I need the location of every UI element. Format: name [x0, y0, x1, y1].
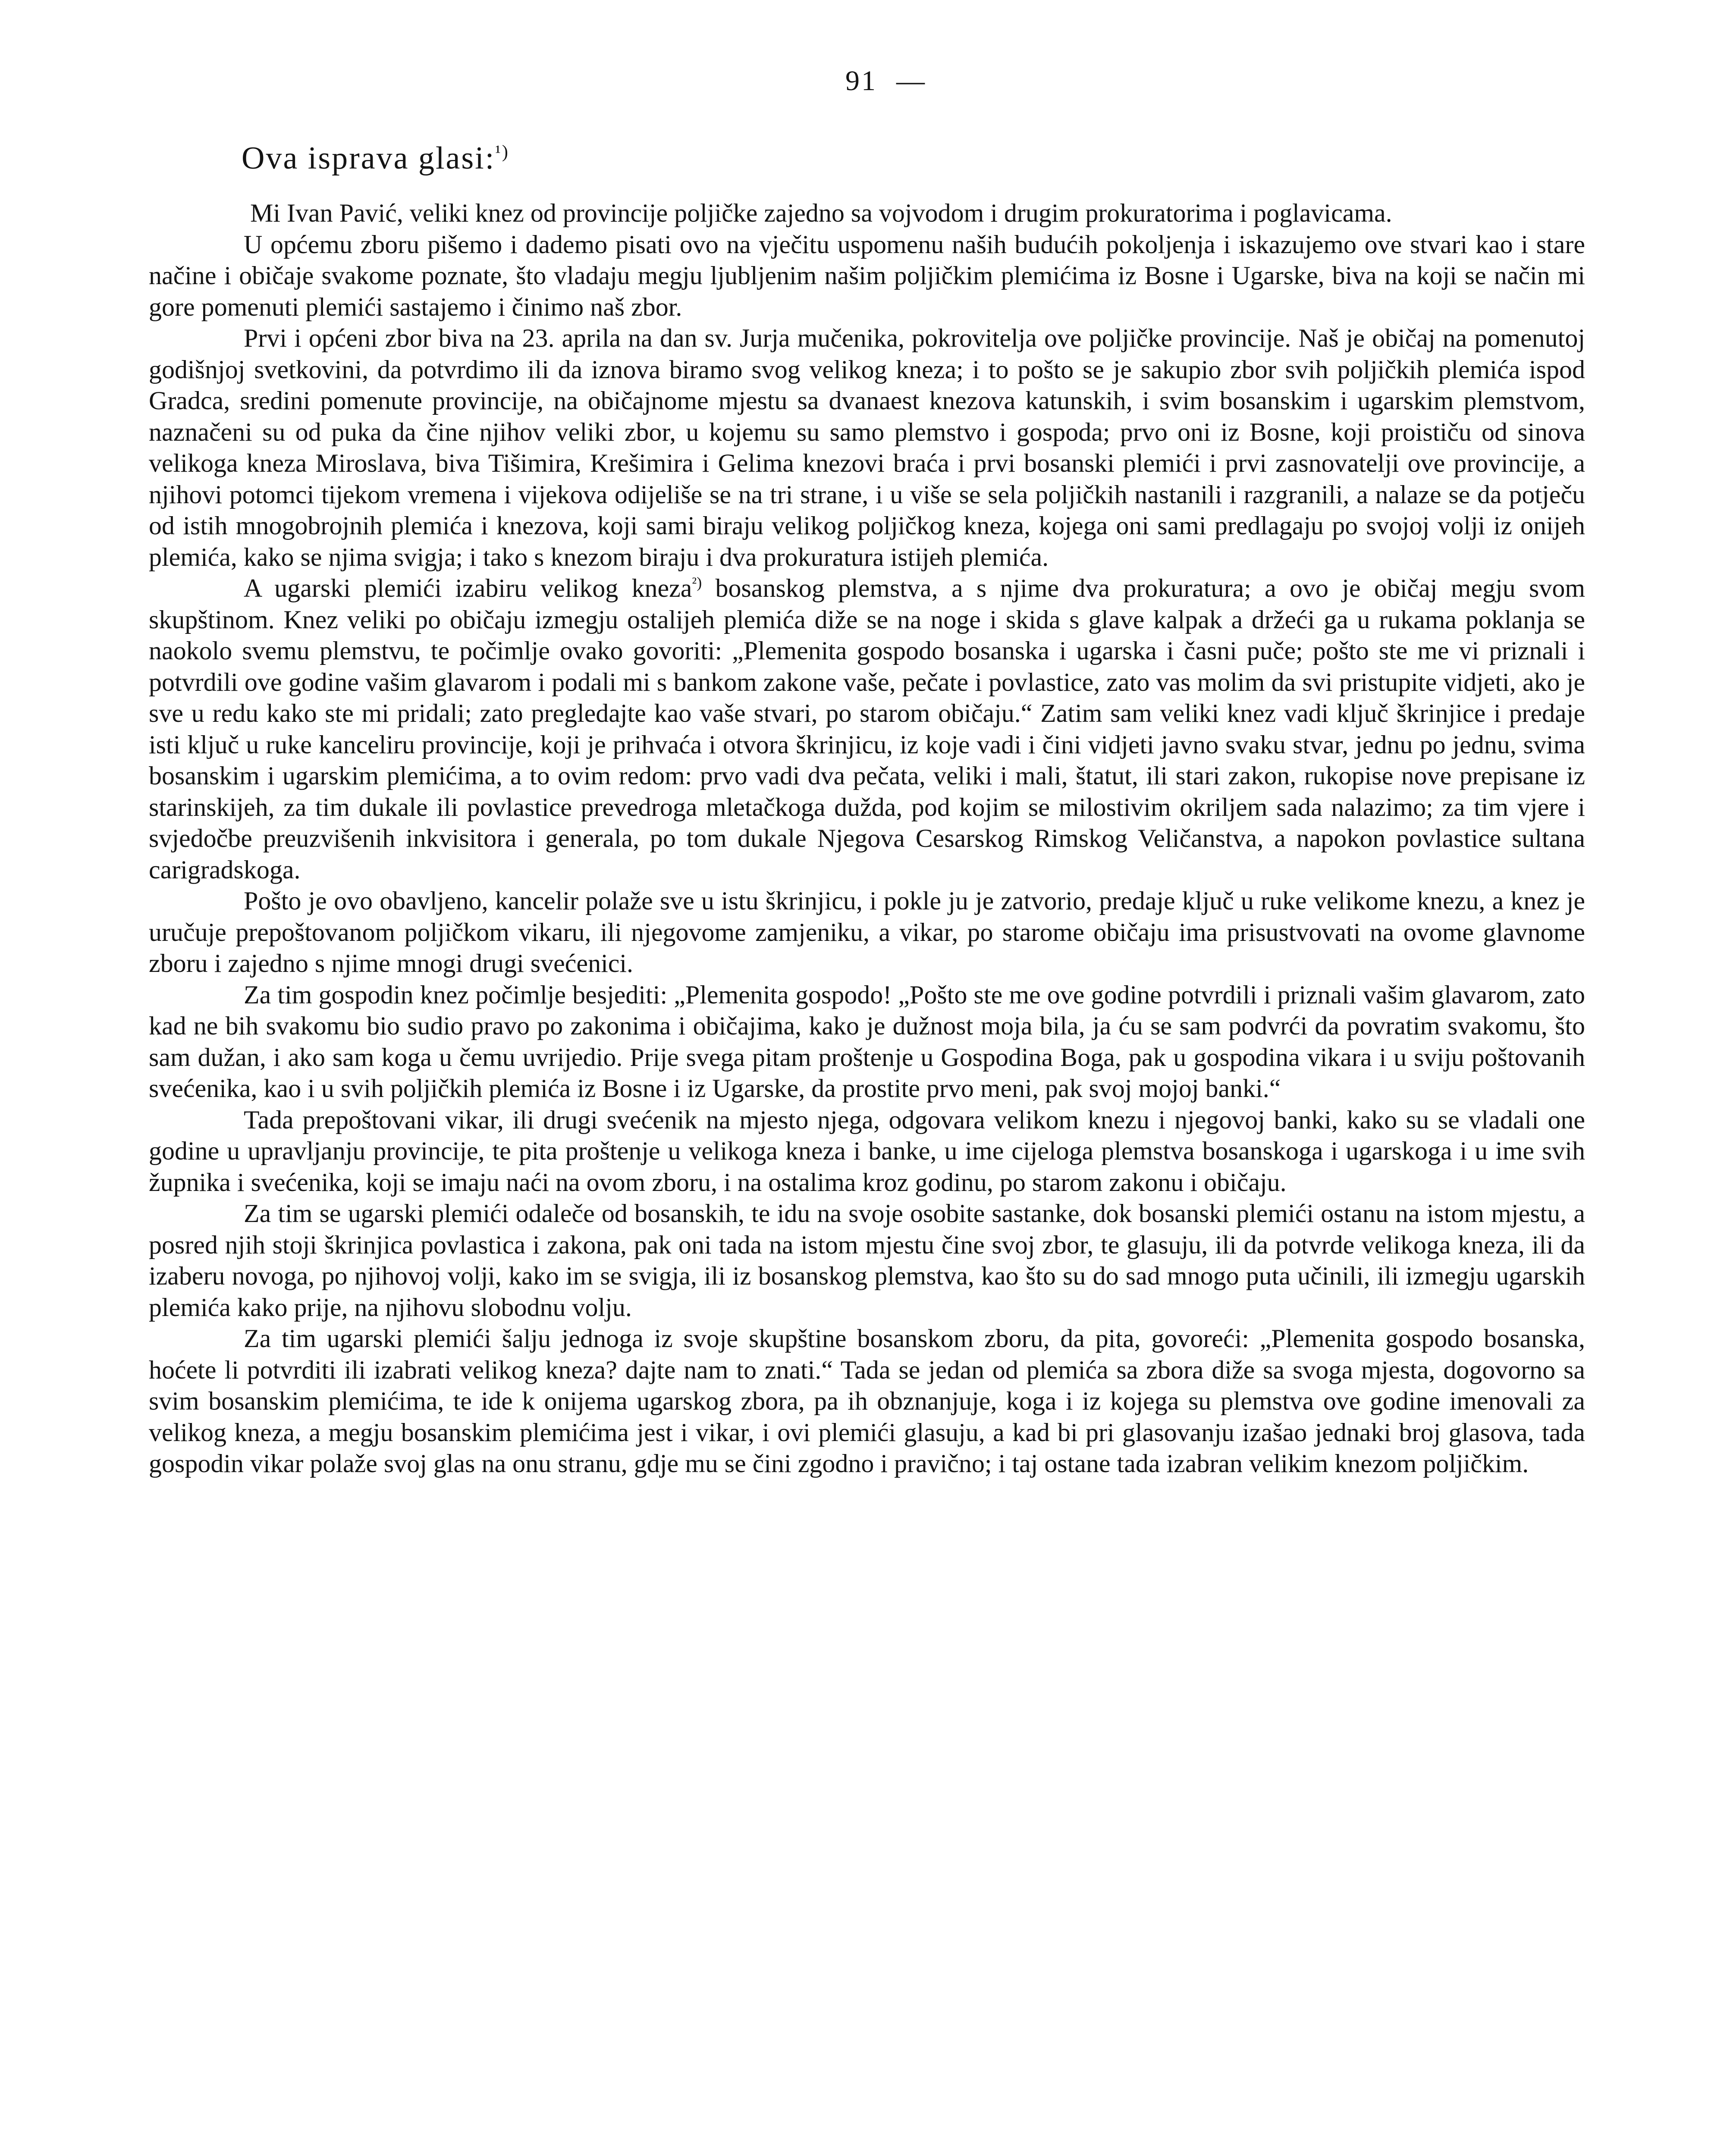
- page-header: [845, 65, 926, 97]
- paragraph-7: Tada prepoštovani vikar, ili drugi svećenik na mjesto njega, odgovara velikom knezu i njegovoj banki, kako su se vladali one godine u upravljanju provincije, te pita proštenje u velikoga kneza i banke, u ime cijeloga plemstva bosanskoga i ugarskoga i u ime svih župnika i svećenika, koji se imaju naći na ovom zboru, i na ostalima kroz godinu, po starom zakonu i običaju.: [149, 1105, 1585, 1197]
- paragraph-4-rest: bosanskog plemstva, a s njime dva prokuratura; a ovo je običaj megju svom skupštinom. Knez veliki po običaju izmegju ostalijeh plemića diže se na noge i skida s glave kalpak a držeći ga u rukama poklanja se naokolo svemu plemstvu, te počimlje ovako govoriti: „Plemenita gospodo bosanska i ugarska i časni puče; pošto ste me vi priznali i potvrdili ove godine vašim glavarom i podali mi s bankom zakone vaše, pečate i povlastice, zato vas molim da svi pristupite vidjeti, ako je sve u redu kako ste mi pridali; zato pregledajte kao vaše stvari, po starom običaju.“ Zatim sam veliki knez vadi ključ škrinjice i predaje isti ključ u ruke kanceliru provincije, koji je prihvaća i otvora škrinjicu, iz koje vadi i čini vidjeti javno svaku stvar, jednu po jednu, svima bosanskim i ugarskim plemićima, a to ovim redom: prvo vadi dva pečata, veliki i mali, štatut, ili stari zakon, rukopise nove prepisane iz starinskijeh, za tim dukale ili povlastice prevedroga mletačkoga dužda, pod kojim se milostivim okriljem sada nalazimo; za tim vjere i svjedočbe preuzvišenih inkvisitora i generala, po tom dukale Njegova Cesarskog Rimskog Veličanstva, a napokon povlastice sultana carigradskoga.: [149, 574, 1585, 884]
- document-body: [149, 197, 1585, 1479]
- paragraph-4: [149, 573, 1585, 885]
- intro-text: Ova isprava glasi:: [242, 141, 496, 176]
- footnote-ref-1: ¹): [495, 142, 509, 162]
- paragraph-5: Pošto je ovo obavljeno, kancelir polaže sve u istu škrinjicu, i pokle ju je zatvorio, predaje ključ u ruke velikome knezu, a knez je uručuje prepoštovanom poljičkom vikaru, ili njegovome zamjeniku, a vikar, po starome običaju ima prisustvovati na ovome glavnome zboru i zajedno s njime mnogi drugi svećenici.: [149, 887, 1585, 978]
- paragraph-8: Za tim se ugarski plemići odaleče od bosanskih, te idu na svoje osobite sastanke, dok bosanski plemići ostanu na istom mjestu, a posred njih stoji škrinjica povlastica i zakona, pak oni tada na istom mjestu čine svoj zbor, te glasuju, ili da potvrde velikoga kneza, ili da izaberu novoga, po njihovoj volji, kako im se svigja, ili iz bosanskog plemstva, kao što su do sad mnogo puta učinili, ili izmegju ugarskih plemića kako prije, na njihovu slobodnu volju.: [149, 1199, 1585, 1322]
- paragraph-2: U općemu zboru pišemo i dademo pisati ovo na vječitu uspomenu naših budućih pokoljenja i iskazujemo ove stvari kao i stare načine i običaje svakome poznate, što vladaju megju ljubljenim našim poljičkim plemićima iz Bosne i Ugarske, biva na koji se način mi gore pomenuti plemići sastajemo i činimo naš zbor.: [149, 230, 1585, 321]
- intro-heading: [242, 140, 509, 177]
- header-dash: —: [896, 65, 926, 97]
- paragraph-6: Za tim gospodin knez počimlje besjediti: „Plemenita gospodo! „Pošto ste me ove godine potvrdili i priznali vašim glavarom, zato kad ne bih svakomu bio sudio pravo po zakonima i običajima, kako je dužnost moja bila, ja ću se sam podvrći da povratim svakomu, što sam dužan, i ako sam koga u čemu uvrijedio. Prije svega pitam proštenje u Gospodina Boga, pak u gospodina vikara i u sviju poštovanih svećenika, kao i u svih poljičkih plemića iz Bosne i iz Ugarske, da prostite prvo meni, pak svoj mojoj banki.“: [149, 980, 1585, 1103]
- paragraph-3: Prvi i općeni zbor biva na 23. aprila na dan sv. Jurja mučenika, pokrovitelja ove poljičke provincije. Naš je običaj na pomenutoj godišnjoj svetkovini, da potvrdimo ili da iznova biramo svog velikog kneza; i to pošto se je sakupio zbor svih poljičkih plemića ispod Gradca, sredini pomenute provincije, na običajnome mjestu sa dvanaest knezova katunskih, i svim bosanskim i ugarskim plemstvom, naznačeni su od puka da čine njihov veliki zbor, u kojemu su samo plemstvo i gospoda; prvo oni iz Bosne, koji proističu od sinova velikoga kneza Miroslava, biva Tišimira, Krešimira i Gelima knezovi braća i prvi bosanski plemići i prvi zasnovatelji ove provincije, a njihovi potomci tijekom vremena i vijekova odijeliše se na tri strane, i u više se sela poljičkih nastanili i razgranili, a nalaze se da potječu od istih mnogobrojnih plemića i knezova, koji sami biraju velikog poljičkog kneza, kojega oni sami predlagaju po svojoj volji iz onijeh plemića, kako se njima svigja; i tako s knezom biraju i dva prokuratura istijeh plemića.: [149, 324, 1585, 571]
- paragraph-9: Za tim ugarski plemići šalju jednoga iz svoje skupštine bosanskom zboru, da pita, govoreći: „Plemenita gospodo bosanska, hoćete li potvrditi ili izabrati velikog kneza? dajte nam to znati.“ Tada se jedan od plemića sa zbora diže sa svoga mjesta, dogovorno sa svim bosanskim plemićima, te ide k onijema ugarskog zbora, pa ih obznanjuje, koga i iz kojega su plemstva ove godine imenovali za velikog kneza, a megju bosanskim plemićima jest i vikar, i ovi plemići glasuju, a kad bi pri glasovanju izašao jednaki broj glasova, tada gospodin vikar polaže svoj glas na onu stranu, gdje mu se čini zgodno i pravično; i taj ostane tada izabran velikim knezom poljičkim.: [149, 1324, 1585, 1478]
- footnote-ref-2: ²): [692, 574, 702, 591]
- paragraph-1: Mi Ivan Pavić, veliki knez od provincije poljičke zajedno sa vojvodom i drugim prokuratorima i poglavicama.: [250, 199, 1392, 227]
- page-number: 91: [845, 65, 877, 97]
- paragraph-4-start: A ugarski plemići izabiru velikog kneza: [244, 574, 692, 602]
